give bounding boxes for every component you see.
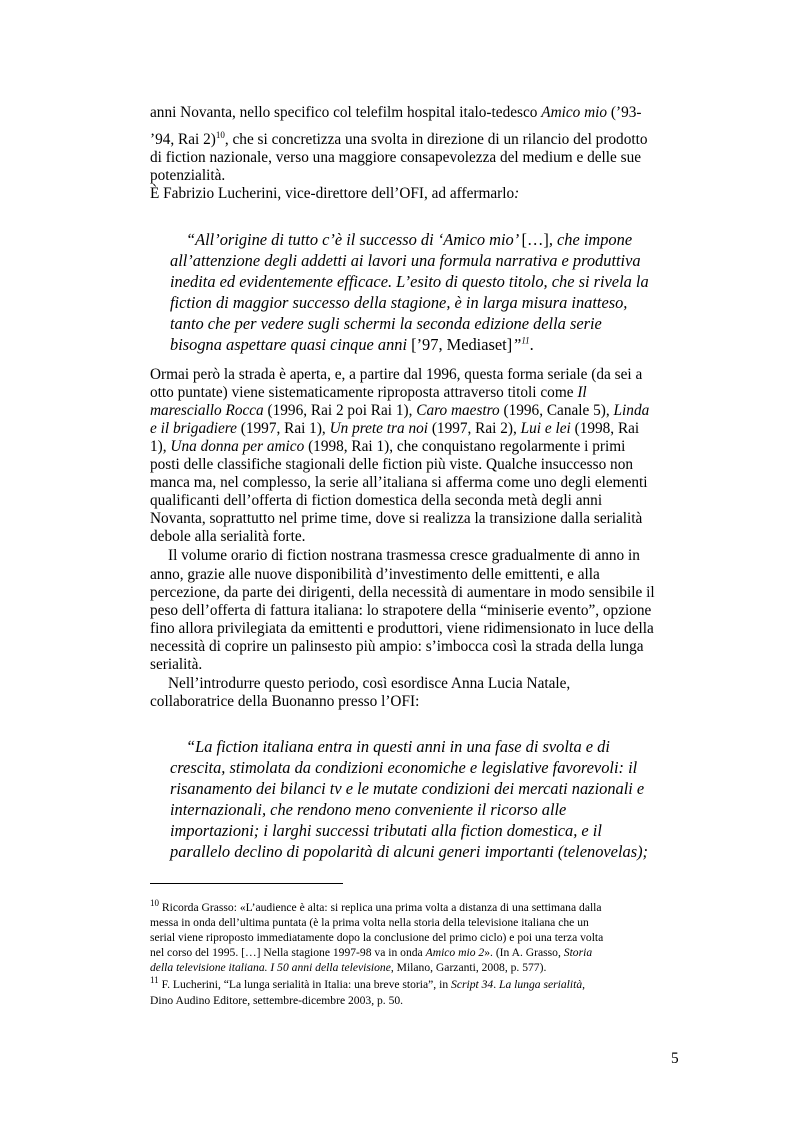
quote-line <box>170 292 627 313</box>
text-line <box>150 510 642 528</box>
text-segment: , <box>582 978 586 991</box>
text-segment: Una donna per amico <box>170 438 305 455</box>
text-line <box>150 528 305 546</box>
text-segment: F. Lucherini, “La lunga serialità in Italia: una breve storia”, in <box>158 978 452 991</box>
quote-line <box>186 736 610 757</box>
text-segment: . <box>529 335 534 354</box>
text-line <box>150 366 642 384</box>
text-line <box>150 185 519 203</box>
text-line <box>150 420 639 438</box>
text-segment: fino allora privilegiata da emittenti e produttori, viene ridimensionato in luce della <box>150 620 654 637</box>
footnote-marker: 11 <box>150 975 159 986</box>
text-segment: ’94, Rai 2) <box>150 131 216 148</box>
text-line <box>150 384 587 402</box>
text-segment: importazioni; i larghi successi tributati alla fiction domestica, e il <box>170 821 602 840</box>
text-segment: Nell’introdurre questo periodo, così esordisce Anna Lucia Natale, <box>168 675 571 692</box>
text-segment: Il volume orario di fiction nostrana trasmessa cresce gradualmente di anno in <box>168 547 640 564</box>
quote-line <box>170 757 637 778</box>
text-segment: parallelo declino di popolarità di alcuni generi importanti (telenovelas); <box>170 842 648 861</box>
text-segment: , che si concretizza una svolta in direzione di un rilancio del prodotto <box>224 131 648 148</box>
text-line <box>150 456 633 474</box>
text-segment: (1996, Canale 5), <box>499 402 614 419</box>
text-line <box>150 693 419 711</box>
text-segment: otto puntate) viene sistematicamente riproposta attraverso titoli come <box>150 384 578 401</box>
text-segment: inedita ed evidentemente efficace. L’esito di questo titolo, che si rivela la <box>170 272 649 291</box>
text-line <box>150 602 651 620</box>
text-line <box>168 675 570 693</box>
text-line <box>150 492 602 510</box>
quote-line <box>170 313 602 334</box>
text-line <box>168 547 640 565</box>
text-segment: (1996, Rai 2 poi Rai 1), <box>263 402 417 419</box>
text-line <box>150 149 641 167</box>
text-segment: (1998, Rai 1), che conquistano regolarmente i primi <box>304 438 626 455</box>
text-segment: Un prete tra noi <box>329 420 429 437</box>
footnote-line <box>150 994 403 1008</box>
text-segment: posti delle classifiche stagionali delle fiction più viste. Qualche insuccesso non <box>150 456 634 473</box>
footnote-line <box>150 898 602 915</box>
footnote-line <box>150 975 586 992</box>
text-segment: nel corso del 1995. […] Nella stagione 1997-98 va in onda <box>150 946 426 959</box>
text-line <box>150 438 625 456</box>
text-segment: percezione, da parte dei dirigenti, della necessità di aumentare in modo sensibile il <box>150 584 655 601</box>
text-segment: Il <box>577 384 587 401</box>
text-segment: Ricorda Grasso: «L’audience è alta: si replica una prima volta a distanza di una settimana dalla <box>159 901 602 914</box>
footnote-separator <box>150 883 343 884</box>
footnote-line <box>150 961 546 975</box>
text-segment: ». (In A. Grasso, <box>484 946 564 959</box>
text-segment: messa in onda dell’ultima puntata (è la prima volta nella storia della televisione italiana che un <box>150 916 589 929</box>
text-line <box>150 638 644 656</box>
quote-line <box>170 841 648 862</box>
quote-line <box>170 271 649 292</box>
text-segment: anno, grazie alle nuove disponibilità d’investimento delle emittenti, e alla <box>150 566 600 583</box>
text-line <box>150 131 648 149</box>
text-segment: internazionali, che rendono meno conveniente il ricorso alle <box>170 800 567 819</box>
text-segment: (1997, Rai 1), <box>236 420 330 437</box>
text-segment: manca ma, nel complesso, la serie all’italiana si afferma come uno degli elementi <box>150 474 648 491</box>
text-segment: Amico mio 2 <box>425 946 485 959</box>
text-segment: Storia <box>563 946 593 959</box>
text-segment: 1), <box>150 438 171 455</box>
text-segment: peso dell’offerta di fattura italiana: lo strapotere della “miniserie evento”, opzione <box>150 602 652 619</box>
quote-line <box>170 778 644 799</box>
footnote-line <box>150 946 592 960</box>
text-segment: Novanta, soprattutto nel prime time, dove si realizza la transizione dalla serialità <box>150 510 643 527</box>
text-segment: : <box>514 185 520 202</box>
text-line <box>150 402 649 420</box>
text-segment: ” <box>512 335 522 354</box>
text-segment: qualificanti dell’offerta di fiction domestica della seconda metà degli anni <box>150 492 603 509</box>
text-segment: tanto che per vedere sugli schermi la seconda edizione della serie <box>170 314 602 333</box>
text-segment: bisogna aspettare quasi cinque anni <box>170 335 412 354</box>
text-segment: Caro maestro <box>416 402 500 419</box>
text-segment: collaboratrice della Buonanno presso l’OFI: <box>150 693 420 710</box>
text-line <box>150 566 600 584</box>
text-segment: (1997, Rai 2), <box>428 420 521 437</box>
text-segment: Amico mio <box>541 104 608 121</box>
text-segment: potenzialità. <box>150 167 226 184</box>
text-segment: [’97, Mediaset] <box>411 335 513 354</box>
text-segment: Script 34 <box>451 978 494 991</box>
text-segment: di fiction nazionale, verso una maggiore consapevolezza del medium e delle sue <box>150 149 642 166</box>
text-segment: Linda <box>613 402 650 419</box>
text-segment: , Milano, Garzanti, 2008, p. 577). <box>390 961 547 974</box>
text-segment: risanamento dei bilanci tv e le mutate condizioni dei mercati nazionali e <box>170 779 645 798</box>
quote-line <box>170 799 566 820</box>
text-segment: “La fiction italiana entra in questi anni in una fase di svolta e di <box>186 737 610 756</box>
text-segment: Dino Audino Editore, settembre-dicembre 2003, p. 50. <box>150 994 404 1007</box>
text-segment: maresciallo Rocca <box>150 402 264 419</box>
text-segment: Ormai però la strada è aperta, e, a partire dal 1996, questa forma seriale (da sei a <box>150 366 643 383</box>
text-line <box>150 104 642 122</box>
text-segment: , che impone <box>548 230 633 249</box>
text-line <box>150 474 648 492</box>
footnote-line <box>150 931 603 945</box>
text-segment: (’93- <box>607 104 642 121</box>
quote-line <box>186 229 632 250</box>
text-segment: È Fabrizio Lucherini, vice-direttore dell’OFI, ad affermarlo <box>150 185 515 202</box>
text-segment: […] <box>521 230 549 249</box>
text-segment: debole alla serialità forte. <box>150 528 306 545</box>
text-segment: necessità di coprire un palinsesto più ampio: s’imbocca così la strada della lunga <box>150 638 644 655</box>
text-segment: della televisione italiana. I 50 anni della televisione <box>150 961 391 974</box>
text-line <box>150 620 654 638</box>
text-segment: anni Novanta, nello specifico col telefilm hospital italo-tedesco <box>150 104 542 121</box>
text-segment: fiction di maggior successo della stagione, è in larga misura inatteso, <box>170 293 628 312</box>
text-segment: (1998, Rai <box>570 420 640 437</box>
quote-line <box>170 250 641 271</box>
text-line <box>150 167 225 185</box>
text-segment: serialità. <box>150 656 203 673</box>
text-line <box>150 656 202 674</box>
text-segment: all’attenzione degli addetti ai lavori una formula narrativa e produttiva <box>170 251 641 270</box>
quote-line <box>170 334 534 355</box>
text-segment: Lui e lei <box>520 420 571 437</box>
footnote-marker: 10 <box>150 898 159 909</box>
footnote-marker: 11 <box>521 335 530 346</box>
footnote-marker: 10 <box>215 129 225 140</box>
page-number: 5 <box>671 1050 679 1067</box>
text-segment: La lunga serialità <box>499 978 583 991</box>
footnote-line <box>150 916 589 930</box>
quote-line <box>170 820 602 841</box>
text-line <box>150 584 655 602</box>
text-segment: “All’origine di tutto c’è il successo di ‘Amico mio’ <box>186 230 522 249</box>
text-segment: crescita, stimolata da condizioni economiche e legislative favorevoli: il <box>170 758 638 777</box>
text-segment: serial viene riproposto immediatamente dopo la conclusione del primo ciclo) e poi una terza volta <box>150 931 604 944</box>
text-segment: . <box>493 978 500 991</box>
text-segment: e il brigadiere <box>150 420 237 437</box>
